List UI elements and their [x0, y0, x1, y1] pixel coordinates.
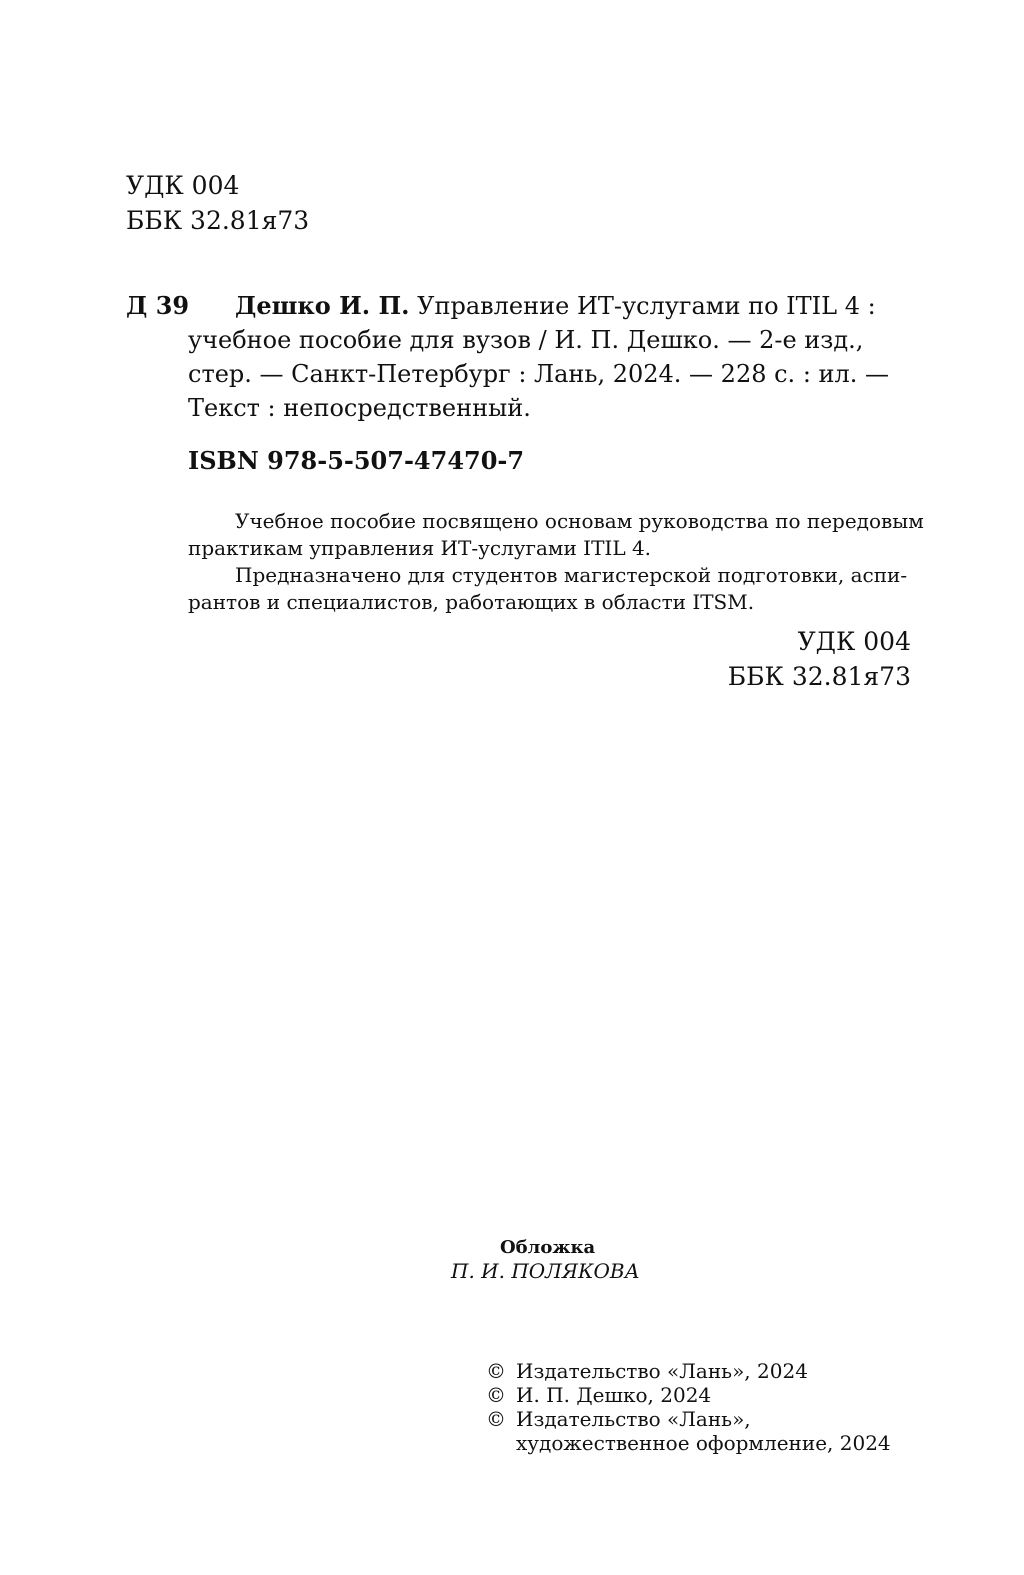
copyright-icon: © [486, 1383, 506, 1407]
annotation [188, 508, 924, 616]
cover-designer: П. И. ПОЛЯКОВА [451, 1259, 640, 1283]
copyright-text-1: Издательство «Лань», 2024 [516, 1359, 808, 1383]
bib-line-2: учебное пособие для вузов / И. П. Дешко. — 2-е изд., [188, 326, 864, 354]
annotation-p2-line1: Предназначено для студентов магистерской подготовки, аспи- [235, 563, 908, 587]
isbn: ISBN 978-5-507-47470-7 [188, 446, 525, 475]
udk-code-bottom: УДК 004 [797, 627, 911, 656]
annotation-p1-line2: практикам управления ИТ-услугами ITIL 4. [188, 536, 652, 560]
copyright-line-3-cont: художественное оформление, 2024 [516, 1431, 891, 1455]
annotation-p1-line1: Учебное пособие посвящено основам руководства по передовым [235, 509, 924, 533]
cover-label: Обложка [500, 1237, 596, 1258]
copyright-line-2 [486, 1383, 711, 1407]
copyright-line-3 [486, 1407, 751, 1431]
copyright-text-3: Издательство «Лань», [516, 1407, 751, 1431]
author-name: Дешко И. П. [235, 291, 410, 320]
copyright-icon: © [486, 1359, 506, 1383]
bib-line-4: Текст : непосредственный. [188, 394, 531, 422]
annotation-p2-line2: рантов и специалистов, работающих в области ITSM. [188, 590, 755, 614]
bib-line-1 [235, 289, 912, 323]
book-title: Управление ИТ-услугами по ITIL 4 : [409, 292, 876, 320]
bib-line-3: стер. — Санкт-Петербург : Лань, 2024. — 228 с. : ил. — [188, 360, 890, 388]
copyright-line-1 [486, 1359, 808, 1383]
bbk-code-bottom: ББК 32.81я73 [727, 662, 911, 691]
bibliographic-record [188, 289, 912, 425]
author-sign: Д 39 [126, 291, 190, 320]
copyright-text-2: И. П. Дешко, 2024 [516, 1383, 712, 1407]
udk-code-top: УДК 004 [126, 171, 240, 200]
copyright-icon: © [486, 1407, 506, 1431]
bbk-code-top: ББК 32.81я73 [126, 206, 310, 235]
